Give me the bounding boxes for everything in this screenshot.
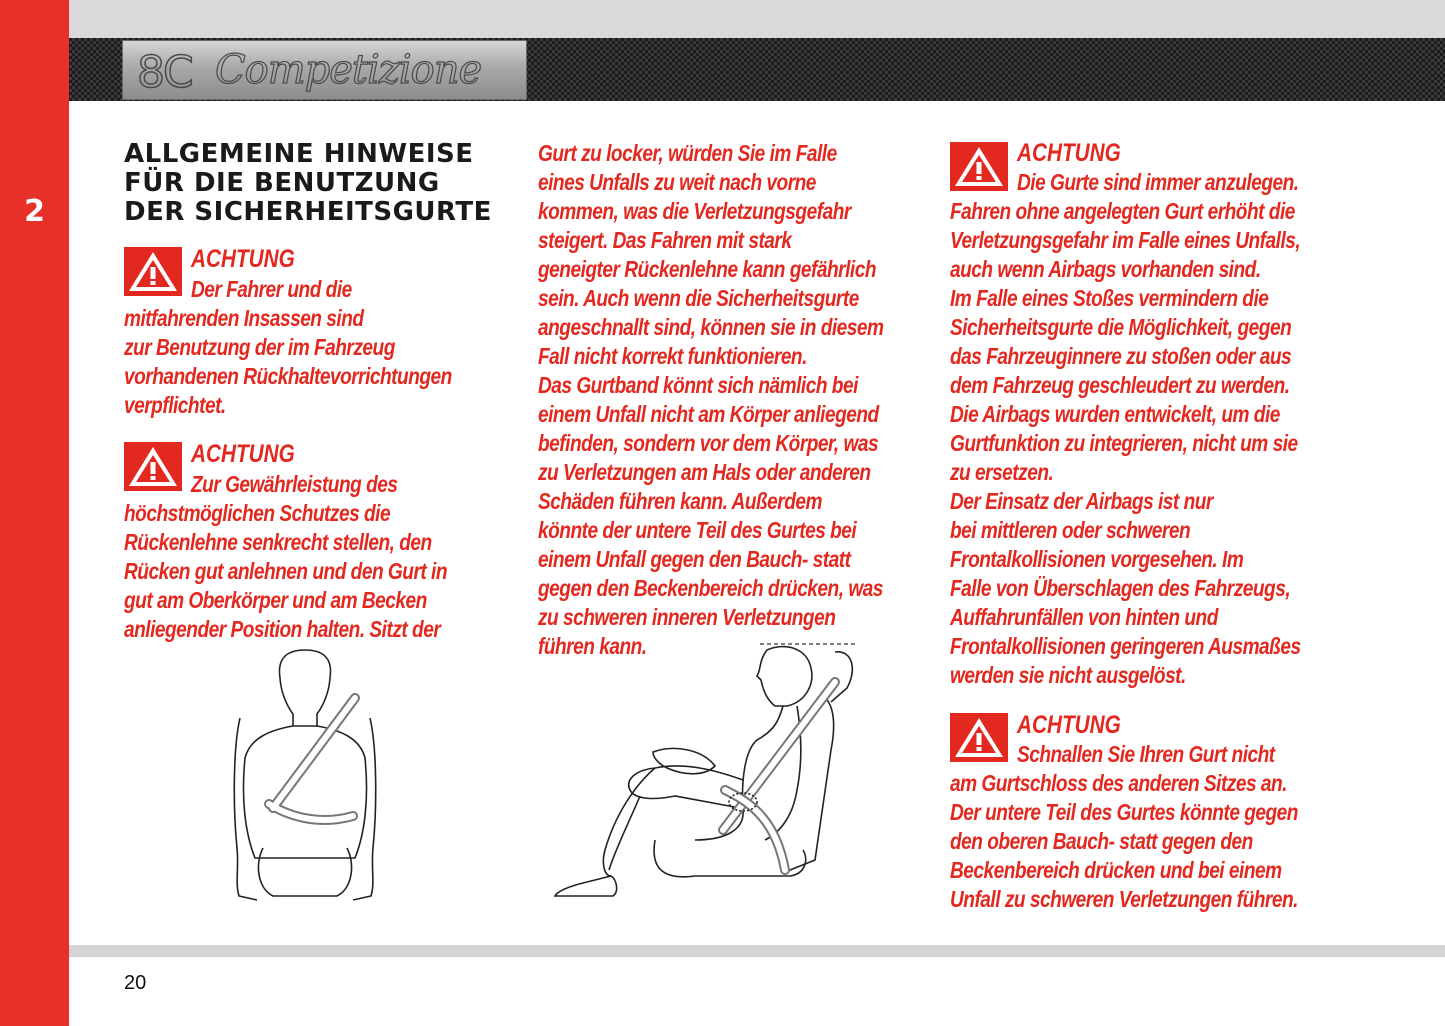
warning-3-line: Frontalkollisionen vorgesehen. Im <box>950 546 1244 572</box>
column-2-line: geneigter Rückenlehne kann gefährlich <box>538 256 877 282</box>
warning-3-line: Falle von Überschlagen des Fahrzeugs, <box>950 575 1291 601</box>
warning-3-line: werden sie nicht ausgelöst. <box>950 662 1186 688</box>
warning-3-line: Im Falle eines Stoßes vermindern die <box>950 285 1269 311</box>
column-2-line: steigert. Das Fahren mit stark <box>538 227 792 253</box>
warning-3-line: Fahren ohne angelegten Gurt erhöht die <box>950 198 1295 224</box>
column-2-line: Das Gurtband könnt sich nämlich bei <box>538 372 858 398</box>
warning-4-line: Unfall zu schweren Verletzungen führen. <box>950 886 1298 912</box>
warning-3-title: ACHTUNG <box>1017 139 1121 167</box>
warning-1-line: verpflichtet. <box>124 392 226 418</box>
footer-strip <box>69 945 1445 957</box>
warning-1-title: ACHTUNG <box>191 245 295 273</box>
warning-3-line: Der Einsatz der Airbags ist nur <box>950 488 1213 514</box>
page-number: 20 <box>124 972 147 994</box>
warning-2-line: Rückenlehne senkrecht stellen, den <box>124 529 432 555</box>
warning-triangle-icon <box>124 247 182 296</box>
warning-3-line: bei mittleren oder schweren <box>950 517 1191 543</box>
front-seatbelt-illustration <box>225 648 385 903</box>
warning-3-line: Die Gurte sind immer anzulegen. <box>1017 169 1299 195</box>
side-seated-illustration <box>535 640 865 900</box>
warning-3-line: Verletzungsgefahr im Falle eines Unfalls, <box>950 227 1301 253</box>
warning-triangle-icon <box>950 713 1008 762</box>
warning-3-line: Gurtfunktion zu integrieren, nicht um sie <box>950 430 1298 456</box>
warning-2-line: anliegender Position halten. Sitzt der <box>124 616 441 642</box>
column-2-line: Gurt zu locker, würden Sie im Falle <box>538 140 837 166</box>
column-2-line: einem Unfall nicht am Körper anliegend <box>538 401 879 427</box>
column-2-line: Schäden führen kann. Außerdem <box>538 488 822 514</box>
column-2-line: befinden, sondern vor dem Körper, was <box>538 430 879 456</box>
column-2-line: zu schweren inneren Verletzungen <box>538 604 836 630</box>
logo-plate <box>122 40 527 100</box>
warning-3-line: auch wenn Airbags vorhanden sind. <box>950 256 1261 282</box>
column-2-line: angeschnallt sind, können sie in diesem <box>538 314 884 340</box>
column-2-line: sein. Auch wenn die Sicherheitsgurte <box>538 285 859 311</box>
heading-line: DER SICHERHEITSGURTE <box>124 197 492 227</box>
column-2-line: gegen den Beckenbereich drücken, was <box>538 575 883 601</box>
warning-triangle-icon <box>950 142 1008 191</box>
column-2-line: führen kann. <box>538 633 647 659</box>
warning-3-line: Sicherheitsgurte die Möglichkeit, gegen <box>950 314 1292 340</box>
warning-3-line: Frontalkollisionen geringeren Ausmaßes <box>950 633 1301 659</box>
warning-4-title: ACHTUNG <box>1017 711 1121 739</box>
warning-2-line: gut am Oberkörper und am Becken <box>124 587 427 613</box>
warning-3-line: Die Airbags wurden entwickelt, um die <box>950 401 1280 427</box>
warning-4-line: am Gurtschloss des anderen Sitzes an. <box>950 770 1287 796</box>
logo-mark: 8C <box>137 47 192 98</box>
column-2-line: kommen, was die Verletzungsgefahr <box>538 198 851 224</box>
chapter-number: 2 <box>24 194 45 229</box>
warning-3-line: dem Fahrzeug geschleudert zu werden. <box>950 372 1290 398</box>
warning-4-line: Der untere Teil des Gurtes könnte gegen <box>950 799 1298 825</box>
header-top-strip <box>69 0 1445 38</box>
heading-line: FÜR DIE BENUTZUNG <box>124 168 440 198</box>
warning-2-title: ACHTUNG <box>191 440 295 468</box>
warning-1-line: zur Benutzung der im Fahrzeug <box>124 334 395 360</box>
column-2-line: Fall nicht korrekt funktionieren. <box>538 343 807 369</box>
warning-1-line: vorhandenen Rückhaltevorrichtungen <box>124 363 452 389</box>
warning-4-line: Beckenbereich drücken und bei einem <box>950 857 1282 883</box>
warning-1-line: mitfahrenden Insassen sind <box>124 305 364 331</box>
column-2-line: einem Unfall gegen den Bauch- statt <box>538 546 851 572</box>
warning-1-line: Der Fahrer und die <box>191 276 352 302</box>
column-2-line: könnte der untere Teil des Gurtes bei <box>538 517 857 543</box>
column-2-line: zu Verletzungen am Hals oder anderen <box>538 459 871 485</box>
warning-3-line: zu ersetzen. <box>950 459 1054 485</box>
warning-4-line: den oberen Bauch- statt gegen den <box>950 828 1253 854</box>
warning-2-line: Rücken gut anlehnen und den Gurt in <box>124 558 448 584</box>
chapter-side-bar <box>0 0 69 1026</box>
warning-2-line: Zur Gewährleistung des <box>191 471 398 497</box>
warning-2-line: höchstmöglichen Schutzes die <box>124 500 391 526</box>
heading-line: ALLGEMEINE HINWEISE <box>124 139 474 169</box>
column-2-line: eines Unfalls zu weit nach vorne <box>538 169 816 195</box>
warning-3-line: das Fahrzeuginnere zu stoßen oder aus <box>950 343 1292 369</box>
warning-4-line: Schnallen Sie Ihren Gurt nicht <box>1017 741 1275 767</box>
logo-script: Competizione <box>215 47 482 93</box>
section-heading <box>124 140 504 227</box>
warning-3-line: Auffahrunfällen von hinten und <box>950 604 1218 630</box>
warning-triangle-icon <box>124 442 182 491</box>
